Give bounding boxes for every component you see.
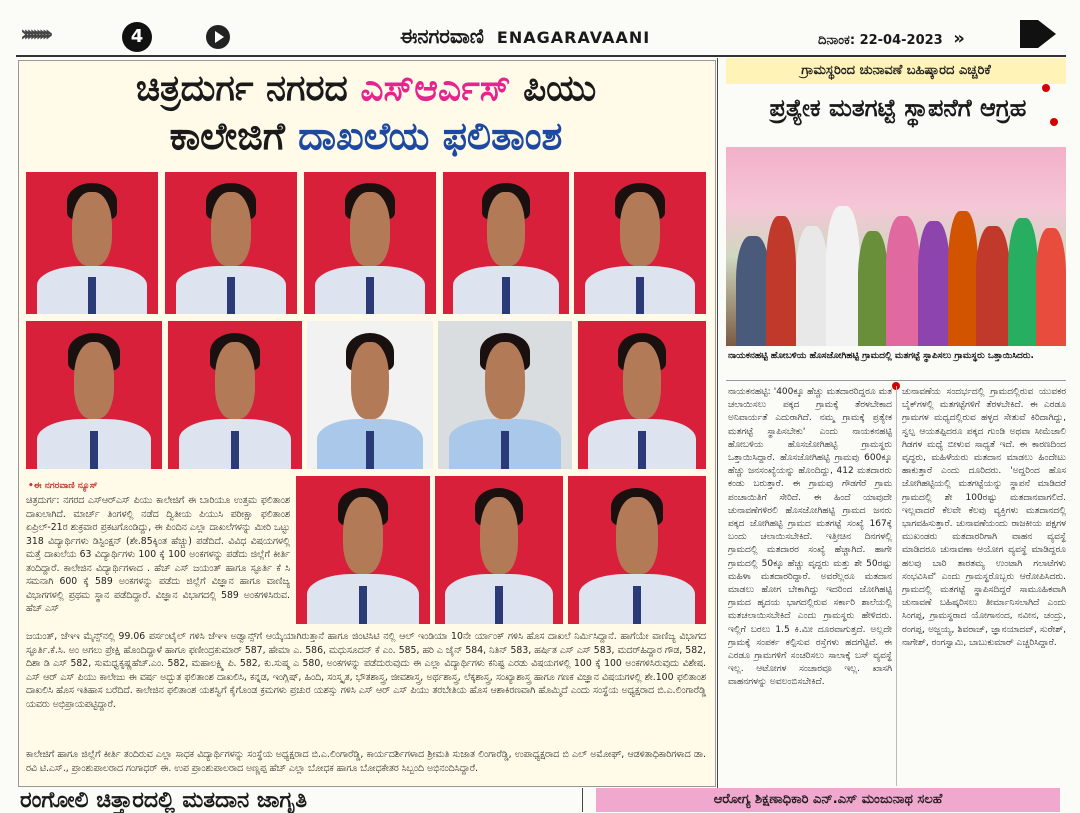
- student-photo: [568, 476, 706, 624]
- bottom-right-headline: ಆರೋಗ್ಯ ಶಿಕ್ಷಣಾಧಿಕಾರಿ ಎನ್.ಎಸ್ ಮಂಜುನಾಥ ಸಲಹೆ: [596, 788, 1060, 812]
- page-number: 4: [122, 22, 152, 52]
- headline-part: ಚಿತ್ರದುರ್ಗ ನಗರದ: [135, 68, 361, 109]
- headline-part: ಕಾಲೇಜಿಗೆ: [169, 114, 299, 158]
- red-dot-icon: [1050, 118, 1058, 126]
- headline-part-navy: ದಾಖಲೆಯ ಫಲಿತಾಂಶ: [298, 114, 563, 158]
- right-column-1: ನಾಯಕನಹಟ್ಟಿ: '400ಕ್ಕೂ ಹೆಚ್ಚು ಮತದಾರರಿದ್ದರೂ ಮತ ಚಲಾಯಿಸಲು ಪಕ್ಕದ ಗ್ರಾಮಕ್ಕೆ ತೆರಳಬೇಕಾದ ಅನಿವಾರ್ಯತೆ ಎದುರಾಗಿದೆ. ನಮ್ಮ ಗ್ರಾಮಕ್ಕೆ ಪ್ರತ್ಯೇಕ ಮತಗಟ್ಟೆ ಸ್ಥಾಪಿಸಬೇಕು' ಎಂದು ನಾಯಕನಹಟ್ಟಿ ಹೋಬಳಿಯ ಹೊಸಜೋಗಿಹಟ್ಟಿ ಗ್ರಾಮಸ್ಥರು ಒತ್ತಾಯಿಸಿದ್ದಾರೆ. ಹೊಸಜೋಗಿಹಟ್ಟಿ ಗ್ರಾಮವು 600ಕ್ಕೂ ಹೆಚ್ಚು ಜನಸಂಖ್ಯೆಯನ್ನು ಹೊಂದಿದ್ದು, 412 ಮತದಾರರು ಕಂಡು ಬರುತ್ತಾರೆ. ಈ ಗ್ರಾಮವು ಗೌಡಗೆರೆ ಗ್ರಾಮ ಪಂಚಾಯಿತಿಗೆ ಸೇರಿದೆ. ಈ ಹಿಂದೆ ಯಾವುದೇ ಚುನಾವಣೆಗಳಿರಲಿ ಹೊಸಜೋಗಿಹಟ್ಟಿ ಗ್ರಾಮದ ಜನರು ಪಕ್ಕದ ಜೋಗಿಹಟ್ಟಿ ಗ್ರಾಮದ ಮತಗಟ್ಟೆ ಸಂಖ್ಯೆ 167ಕ್ಕೆ ಬಂದು ಚಲಾಯಿಸಬೇಕಿದೆ. ಇತ್ತೀಚಿನ ದಿನಗಳಲ್ಲಿ ಗ್ರಾಮದಲ್ಲಿ ಮತದಾರರ ಸಂಖ್ಯೆ ಹೆಚ್ಚಾಗಿದೆ. ಹಾಗೇ ಗ್ರಾಮದಲ್ಲಿ 50ಕ್ಕೂ ಹೆಚ್ಚು ವೃದ್ಧರು ಮತ್ತು ಶೇ 50ರಷ್ಟು ಮಹಿಳಾ ಮತದಾರರಿದ್ದಾರೆ. ಅವರೆಲ್ಲರೂ ಮತದಾನ ಮಾಡಲು ಹೋಗ ಬೇಕಾಗಿದ್ದು ಇದರಿಂದ ಜೋಗಿಹಟ್ಟಿ ಗ್ರಾಮದ ಹೃದಯ ಭಾಗದಲ್ಲಿರುವ ಸರ್ಕಾರಿ ಶಾಲೆಯಲ್ಲಿ ಮತಚಲಾಯಿಸಬೇಕಿದೆ ಎಂದು ಗ್ರಾಮಸ್ಥರು ಹೇಳಿದರು. ಇಲ್ಲಿಗೆ ಬರಲು 1.5 ಕಿ.ಮೀ ದೂರವಾಗುತ್ತದೆ. ಅಲ್ಲದೇ ಗ್ರಾಮಕ್ಕೆ ಸಂಪರ್ಕ ಕಲ್ಪಿಸುವ ರಸ್ತೆಗಳು ಹದಗೆಟ್ಟಿವೆ. ಈ ಎರಡೂ ಗ್ರಾಮಗಳಿಗೆ ಸಂಚರಿಸಲು ಸಾಲಾಕ್ಕೆ ಬಸ್ ವ್ಯವಸ್ಥೆ ಇಲ್ಲ. ಆಟೋಗಳ ಸಂಚಾರವೂ ಇಲ್ಲ. ಖಾಸಗಿ ವಾಹನಗಳನ್ನು ಅವಲಂಬಿಸಬೇಕಿದೆ.: [728, 387, 892, 688]
- student-photo: [435, 476, 563, 624]
- student-photo: [307, 321, 433, 469]
- article-body-2: ಜಯಂತ್, ಜೆಇಇ ಮೈನ್ಸ್‌ನಲ್ಲಿ 99.06 ಪರ್ಸಂಟೈಲ್ ಗಳಿಸಿ ಜೆಇಇ ಅಡ್ವಾನ್ಸ್‌ಗೆ ಆಯ್ಕೆಯಾಗಿರುತ್ತಾನೆ ಹಾಗೂ ಜಿಂಟಿಸಿಟಿ ನಲ್ಲಿ ಆಲ್ ಇಂಡಿಯಾ 10ನೇ ರ್ಯಾಂಕ್ ಗಳಿಸಿ ಹೊಸ ದಾಖಲೆ ನಿರ್ಮಿಸಿದ್ದಾನೆ. ಹಾಗೆಯೇ ವಾಣಿಜ್ಯ ವಿಭಾಗದ ಸ್ಫೂರ್ತಿ.ಕೆ.ಸಿ. ಅಂ ಅಗಲು ಪ್ರೇಕ್ಷಿ ಹೊಂದಿದ್ದಾಳೆ ಹಾಗೂ ಫಣೀಂದ್ರಕುಮಾರ್ 587, ಹೇಮಾ ಎ. 586, ಮಧುಸೂದನ್ ಕೆ ಎಂ. 585, ಹರಿ ಎ ಜೈನ್ 584, ನಿತಿನ್ 583, ಹರ್ಷಿತ ಎಸ್ ಎಸ್ 583, ಮದರ್‌ಹಿದ್ದಾರ ಗೌಡ, 582, ದಿಶಾ ಡಿ ಎಸ್ 582, ಸುಮಧ್ವಕೃಷ್ಣಹೆಚ್.ಎಂ. 582, ಮಹಾಲಕ್ಷ್ಮಿ ಪಿ. 582, ಕು.ಸುಷ್ಮ ಎ 580, ಅಂಕಗಳನ್ನು ಪಡೆದುರುವುದು ಈ ಎಲ್ಲಾ ವಿದ್ಯಾರ್ಥಿಗಳು ಕನಿಷ್ಟ ಎರಡು ವಿಷಯಗಳಲ್ಲಿ 100 ಕ್ಕೆ 100 ಅಂಕಗಳಿಸಿರುವುದು ವಿಶೇಷ. ಎಸ್ ಆರ್ ಎಸ್ ಪಿಯು ಕಾಲೇಜು ಈ ವರ್ಷ ಅದ್ಭುತ ಫಲಿತಾಂಶ ದಾಖಲಿಸಿ, ಕನ್ನಡ, ಇಂಗ್ಲಿಷ್, ಹಿಂದಿ, ಸಂಸ್ಕೃತ, ಭೌತಶಾಸ್ತ್ರ, ಜೀವಶಾಸ್ತ್ರ, ಅರ್ಥಶಾಸ್ತ್ರ, ಲೆಕ್ಕಶಾಸ್ತ್ರ, ಸಂಖ್ಯಾಶಾಸ್ತ್ರ ಹಾಗೂ ಗಣಕ ವಿಜ್ಞಾನ ವಿಷಯಗಳಲ್ಲಿ ಶೇ.100 ಫಲಿತಾಂಶ ದಾಖಲಿಸಿ ಹೊಸ ಇತಿಹಾಸ ಬರೆದಿದೆ. ಕಾಲೇಜಿನ ಫಲಿತಾಂಶ ಯಶಸ್ವಿಗೆ ಕೈಗೊಂಡ ಕ್ರಮಗಳು ಪ್ರಚುರ ಯಶಸ್ಸು ಗಳಿಸಿ ಎಸ್ ಆರ್ ಎಸ್ ಪಿಯು ತರಬೇತಿಯ ಹೊಸ ಆಶಾಕಿರಣವಾಗಿ ಹೊಮ್ಮಿದೆ ಎಂದು ಸಂಸ್ಥೆಯ ಅಧ್ಯಕ್ಷರಾದ ಬಿ.ಎ.ಲಿಂಗಾರೆಡ್ಡಿ ಯವರು ಅಭಿಪ್ರಾಯಪಟ್ಟಿದ್ದಾರೆ.: [26, 631, 706, 710]
- play-icon: [206, 25, 230, 49]
- headline-line-2: [18, 114, 714, 159]
- bottom-divider: [582, 788, 583, 812]
- page-header: [0, 0, 1080, 60]
- student-photo: [438, 321, 572, 469]
- chevrons-left-icon: ›››››››››: [20, 22, 48, 47]
- masthead: [400, 24, 650, 48]
- right-kicker: ಗ್ರಾಮಸ್ಥರಿಂದ ಚುನಾವಣೆ ಬಹಿಷ್ಕಾರದ ಎಚ್ಚರಿಕೆ: [726, 58, 1066, 84]
- dateline: [818, 28, 965, 49]
- column-divider: [896, 386, 897, 786]
- date-label: ದಿನಾಂಕ:: [818, 33, 856, 48]
- chevron-right-icon: »: [953, 28, 965, 49]
- section-divider: [717, 58, 718, 788]
- student-photo: [443, 172, 569, 314]
- right-headline: ಪ್ರತ್ಯೇಕ ಮತಗಟ್ಟೆ ಸ್ಥಾಪನೆಗೆ ಆಗ್ರಹ: [769, 94, 1027, 122]
- byline: •ಈ ನಗರವಾಣಿ ನ್ಯೂಸ್: [28, 481, 98, 491]
- headline-part-pink: ಎಸ್ಆರ್ಎಸ್: [360, 68, 511, 109]
- headline-part: ಪಿಯು: [510, 68, 597, 109]
- student-photo: [168, 321, 302, 469]
- student-photo: [578, 321, 706, 469]
- right-divider: [726, 380, 1066, 381]
- red-dot-icon: [1042, 84, 1050, 92]
- arrow-tip-icon: [1038, 20, 1056, 48]
- headline-line-1: [18, 68, 714, 110]
- header-rule: [16, 55, 1066, 57]
- student-photo: [26, 172, 158, 314]
- villagers-photo: [726, 147, 1066, 346]
- left-headline: [18, 62, 714, 159]
- student-photo: [296, 476, 430, 624]
- photo-caption: ನಾಯಕನಹಟ್ಟಿ ಹೋಬಳಿಯ ಹೊಸಜೋಗಿಹಟ್ಟಿ ಗ್ರಾಮದಲ್ಲಿ ಮತಗಟ್ಟೆ ಸ್ಥಾಪಿಸಲು ಗ್ರಾಮಸ್ಥರು ಒತ್ತಾಯಿಸಿದರು.: [728, 351, 1034, 361]
- right-column-2: ಚುನಾವಣೆಯ ಸಂದರ್ಭದಲ್ಲಿ ಗ್ರಾಮದಲ್ಲಿರುವ ಯುವಕರ ಬೈಕ್‌ಗಳಲ್ಲಿ ಮತಗಟ್ಟೆಗಳಿಗೆ ತೆರಳಬೇಕಿದೆ. ಈ ಎರಡೂ ಗ್ರಾಮಗಳ ಮಧ್ಯದಲ್ಲಿರುವ ಹಳ್ಳದ ಸೇತುವೆ ಕಿರಿದಾಗಿದ್ದು, ಸ್ವಲ್ಪ ಆಯತಪ್ಪಿದರೂ ಪಕ್ಕದ ಗುಂಡಿ ಅಥವಾ ಸೀಮೆಜಾಲಿ ಗಿಡಗಳ ಮಧ್ಯೆ ಬೀಳುವ ಸಾಧ್ಯತೆ ಇದೆ. ಈ ಕಾರಣದಿಂದ ವೃದ್ಧರು, ಮಹಿಳೆಯರು ಮತದಾನ ಮಾಡಲು ಹಿಂದೇಟು ಹಾಕುತ್ತಾರೆ ಎಂದು ದೂರಿದರು. 'ಅದ್ದರಿಂದ ಹೊಸ ಜೋಗಿಹಟ್ಟಿಯಲ್ಲಿ ಮತಗಟ್ಟೆಯನ್ನು ಸ್ಥಾಪನೆ ಮಾಡಿದರೆ ಗ್ರಾಮದಲ್ಲಿ ಶೇ 100ರಷ್ಟು ಮತದಾನವಾಗಲಿದೆ. ಇಲ್ಲವಾದರೆ ಕೆಲವೇ ಕೆಲವು ವ್ಯಕ್ತಿಗಳು ಮತದಾನದಲ್ಲಿ ಭಾಗವಹಿಸುತ್ತಾರೆ. ಚುನಾವಣೆಯಂದು ರಾಜಕೀಯ ಪಕ್ಷಗಳ ಮುಖಂಡರು ಮತದಾರರಿಗಾಗಿ ವಾಹನ ವ್ಯವಸ್ಥೆ ಮಾಡಿದರೂ ಚುನಾವಣಾ ಆಯೋಗ ವ್ಯವಸ್ಥೆ ಮಾಡಿದ್ದರೂ ಹಲವು ಬಾರಿ ತಾರತಮ್ಯ ಉಂಟಾಗಿ ಗಲಾಟೆಗಳು ಸಂಭವಿಸಿವೆ' ಎಂದು ಗ್ರಾಮಸ್ಥರೊಬ್ಬರು ಆರೋಪಿಸಿದರು. ಗ್ರಾಮದಲ್ಲಿ ಮತಗಟ್ಟೆ ಸ್ಥಾಪಿಸದಿದ್ದರೆ ಸಾಮೂಹಿಕವಾಗಿ ಚುನಾವಣೆ ಬಹಿಷ್ಕರಿಸಲು ತೀರ್ಮಾನಿಸಲಾಗಿದೆ ಎಂದು ಸಿಂಗಪ್ಪ, ಗ್ರಾಮಸ್ಥರಾದ ಯೋಗಾನಂದ, ನವೀನ, ಚಂದ್ರು, ರಂಗಪ್ಪ, ಅಜ್ಜಯ್ಯ, ಶಿವರಾಜ್, ಜ್ಞಾನಯಾದವ್, ಸುರೇಶ್, ನಾಗೇಶ್, ರಂಗಸ್ವಾಮಿ, ಬಾಬುಕುಮಾರ್ ಎಚ್ಚರಿಸಿದ್ದಾರೆ.: [902, 387, 1066, 648]
- student-photo: [26, 321, 162, 469]
- article-body-3: ಕಾಲೇಜಿಗೆ ಹಾಗೂ ಜಿಲ್ಲೆಗೆ ಕೀರ್ತಿ ತಂದಿರುವ ಎಲ್ಲಾ ಸಾಧಕ ವಿದ್ಯಾರ್ಥಿಗಳನ್ನು ಸಂಸ್ಥೆಯ ಅಧ್ಯಕ್ಷರಾದ ಬಿ.ಎ.ಲಿಂಗಾರೆಡ್ಡಿ, ಕಾರ್ಯದರ್ಶಿಗಳಾದ ಶ್ರೀಮತಿ ಸುಜಾತ ಲಿಂಗಾರೆಡ್ಡಿ, ಉಪಾಧ್ಯಕ್ಷರಾದ ಬಿ ಎಲ್ ಅಮೋಘ್, ಆಡಳಿತಾಧಿಕಾರಿಗಳಾದ ಡಾ. ರವಿ ಟಿ.ಎಸ್., ಪ್ರಾಂಶುಪಾಲರಾದ ಗಂಗಾಧರ್ ಈ. ಉಪ ಪ್ರಾಂಶುಪಾಲರಾದ ಅಣ್ಣಪ್ಪ ಹೆಚ್ ಎಲ್ಲಾ ಬೋಧಕ ಹಾಗೂ ಬೋಧಕೇತರ ಸಿಬ್ಬಂದಿ ಅಭಿನಂದಿಸಿದ್ದಾರೆ.: [26, 749, 706, 774]
- date-value: 22-04-2023: [859, 33, 943, 48]
- student-photo: [304, 172, 436, 314]
- article-body-1: ಚಿತ್ರದುರ್ಗ: ನಗರದ ಎಸ್‌ಆರ್‌ಎಸ್ ಪಿಯು ಕಾಲೇಜಿಗೆ ಈ ಬಾರಿಯೂ ಉತ್ತಮ ಫಲಿತಾಂಶ ದಾಖಲಾಗಿದೆ. ಮಾರ್ಚ್ ತಿಂಗಳಲ್ಲಿ ನಡೆದ ದ್ವಿತೀಯ ಪಿಯುಸಿ ಪರೀಕ್ಷಾ ಫಲಿತಾಂಶ ಏಪ್ರಿಲ್-21ರ ಶುಕ್ರವಾರ ಪ್ರಕಟಗೊಂಡಿದ್ದು, ಈ ಪಿಂದಿನ ಎಲ್ಲಾ ದಾಖಲೆಗಳನ್ನು ಮೀರಿ ಒಟ್ಟು 318 ವಿದ್ಯಾರ್ಥಿಗಳು ಡಿಸ್ಟಿಂಕ್ಷನ್ (ಶೇ.85ಕ್ಕಿಂತ ಹೆಚ್ಚು) ಪಡೆದಿದೆ. ವಿವಿಧ ವಿಷಯಗಳಲ್ಲಿ ಮತ್ತೆ ದಾಖಲೆಯ 63 ವಿದ್ಯಾರ್ಥಿಗಳು 100 ಕ್ಕೆ 100 ಅಂಕಗಳನ್ನು ಪಡೆದು ಜಿಲ್ಲೆಗೆ ಕೀರ್ತಿ ತಂದಿದ್ದಾರೆ. ಕಾಲೇಜಿನ ವಿದ್ಯಾರ್ಥಿಗಳಾದ . ಹೆಚ್ ಎಸ್ ಜಯಂತ್ ಹಾಗೂ ಸ್ಫೂರ್ತಿ ಕೆ ಸಿ ಸಮನಾಗಿ 600 ಕ್ಕೆ 589 ಅಂಕಗಳನ್ನು ಪಡೆದು ಜಿಲ್ಲೆಗೆ ವಿಜ್ಞಾನ ಹಾಗೂ ವಾಣಿಜ್ಯ ವಿಭಾಗಗಳಲ್ಲಿ ಪ್ರಥಮ ಸ್ಥಾನ ಪಡೆದಿದ್ದಾರೆ. ವಿಜ್ಞಾನ ವಿಭಾಗದಲ್ಲಿ 589 ಅಂಕಗಳಿಸಿರುವ. ಹೆಚ್ ಎಸ್: [26, 495, 290, 614]
- bottom-left-headline: ರಂಗೋಲಿ ಚಿತ್ತಾರದಲ್ಲಿ ಮತದಾನ ಜಾಗೃತಿ: [20, 788, 307, 813]
- student-photo: [165, 172, 297, 314]
- arrow-icon: [1020, 20, 1038, 48]
- masthead-english: ENAGARAVAANI: [496, 28, 651, 47]
- masthead-kannada: ಈನಗರವಾಣಿ: [400, 24, 484, 48]
- student-photo: [574, 172, 706, 314]
